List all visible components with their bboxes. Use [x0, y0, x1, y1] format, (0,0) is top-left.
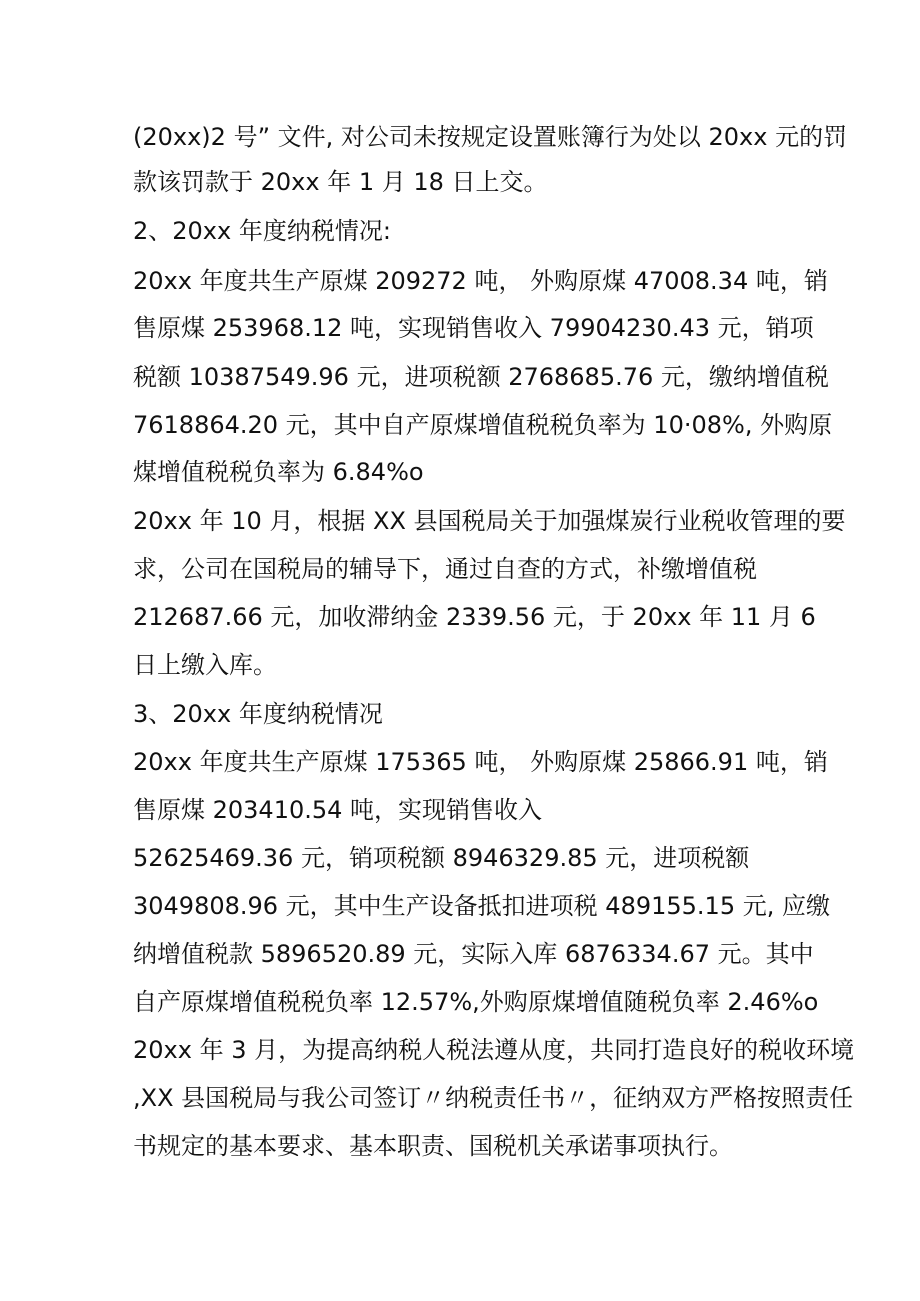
- text-line: 税额 10387549.96 元，进项税额 2768685.76 元，缴纳增值税: [133, 363, 829, 391]
- text-line: 日上缴入库。: [133, 651, 277, 679]
- text-line: ,XX 县国税局与我公司签订〃纳税责任书〃，征纳双方严格按照责任: [133, 1084, 854, 1112]
- text-line: 3、20xx 年度纳税情况: [133, 700, 383, 728]
- text-line: 52625469.36 元，销项税额 8946329.85 元，进项税额: [133, 844, 750, 872]
- text-line: 纳增值税款 5896520.89 元，实际入库 6876334.67 元。其中: [133, 940, 814, 968]
- text-line: 20xx 年 3 月，为提高纳税人税法遵从度，共同打造良好的税收环境: [133, 1036, 855, 1064]
- text-line: 20xx 年度共生产原煤 209272 吨， 外购原煤 47008.34 吨，销: [133, 267, 828, 295]
- text-line: 售原煤 253968.12 吨，实现销售收入 79904230.43 元，销项: [133, 314, 814, 342]
- text-line: 书规定的基本要求、基本职责、国税机关承诺事项执行。: [133, 1132, 733, 1160]
- text-line: 20xx 年 10 月，根据 XX 县国税局关于加强煤炭行业税收管理的要: [133, 507, 846, 535]
- text-line: 20xx 年度共生产原煤 175365 吨， 外购原煤 25866.91 吨，销: [133, 748, 828, 776]
- text-line: (20xx)2 号” 文件, 对公司未按规定设置账簿行为处以 20xx 元的罚: [133, 123, 848, 151]
- text-line: 煤增值税税负率为 6.84%o: [133, 458, 424, 486]
- text-line: 售原煤 203410.54 吨，实现销售收入: [133, 796, 543, 824]
- text-line: 212687.66 元，加收滞纳金 2339.56 元，于 20xx 年 11 月 6: [133, 603, 816, 631]
- text-line: 求，公司在国税局的辅导下，通过自查的方式，补缴增值税: [133, 555, 757, 583]
- text-line: 款该罚款于 20xx 年 1 月 18 日上交。: [133, 168, 548, 196]
- text-line: 3049808.96 元，其中生产设备抵扣进项税 489155.15 元, 应缴: [133, 892, 830, 920]
- text-line: 7618864.20 元，其中自产原煤增值税税负率为 10·08%, 外购原: [133, 411, 833, 439]
- text-line: 2、20xx 年度纳税情况:: [133, 217, 391, 245]
- text-line: 自产原煤增值税税负率 12.57%,外购原煤增值随税负率 2.46%o: [133, 988, 819, 1016]
